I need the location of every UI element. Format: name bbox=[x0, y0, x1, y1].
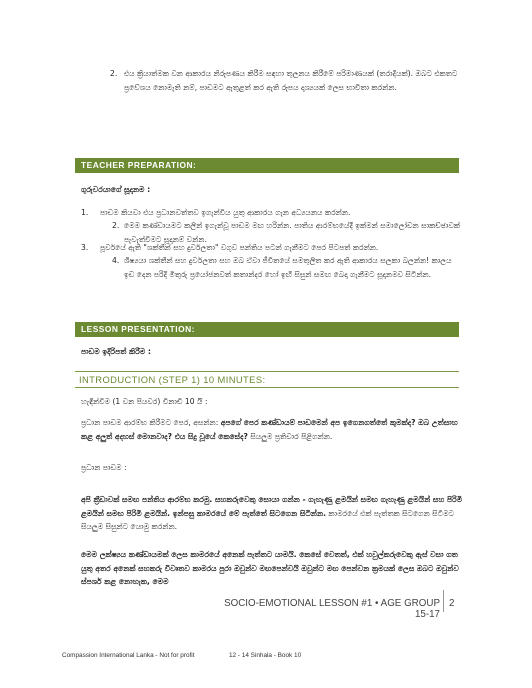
game-goal-paragraph: මෙම ලක්ෂ්‍යය කණ්ඩායමක් ලෙස කාමරයේ අනෙක් පැත්තට යාමයි. කෙසේ වෙතත්, එක් හවුල්කරුවෙකු ඇස් වසා ගත යුතු අතර අනෙක් සහකරු විවෘතව කාමරය පුරා ඔවුන්ව මඟපෙන්වයි ඔවුන්ට මඟ පෙන්වන ක්‍රමයක් ලෙස ඔබට ඔවුන්ව ස්පර්ශ කළ නොහැක, මෙම bbox=[81, 550, 459, 586]
review-accept-text: සියලුම ප්‍රතිචාර පිළිගන්න. bbox=[250, 431, 333, 441]
teacher-preparation-heading: TEACHER PREPARATION: bbox=[75, 158, 459, 173]
game-instruction-plain: කාමරයේ එක් පැත්තක සිටගෙන සිටීමට සියලුම සිසුන්ට යොමු කරන්න. bbox=[81, 508, 455, 531]
lesson-footer-title: SOCIO-EMOTIONAL LESSON #1 • AGE GROUP 15-17 bbox=[224, 598, 440, 620]
prep-item-3-number: 3. bbox=[81, 243, 89, 252]
organization-note: Compassion International Lanka - Not for profit bbox=[62, 652, 195, 659]
intro-item-text: එය ක්‍රියාත්මක වන ආකාරය නිරූපණය කිරීම සඳහා තුලනය කිරීමේ පරිමාණයක් (තරාදියක්). ඔබට එකතට ප්‍රවේශය නොමැති නම්, පාඩමට ඇතුළත් කර ඇති රූපය දෘශ්‍යයක් ලෙස භාවිතා කරන්න. bbox=[124, 69, 458, 92]
introduction-time: හැඳින්වීම (1 වන පියවර) විනාඩි 10 යි : bbox=[81, 397, 208, 406]
main-lesson-label: ප්‍රධාන පාඩම : bbox=[81, 463, 127, 472]
prep-item-1-text: පාඩම කියවා එය ප්‍රධානවත්තව ඉගැන්විය යුතු ආකාරය ගැන අධ්‍යයනය කරන්න. bbox=[100, 208, 351, 217]
prep-item-1-number: 1. bbox=[81, 208, 89, 217]
game-instruction-paragraph bbox=[81, 493, 466, 534]
review-intro-text: ප්‍රධාන පාඩම ආරම්භ කිරීමට පෙර, අසන්න: bbox=[81, 418, 221, 427]
prep-item-4-number: 4. bbox=[112, 256, 120, 265]
prep-item-3-text: පූර්වයේ ඇති "ශක්තීන් සහ දුර්වලතා" වගුව පන්තිය පටන් ගැනීමට පෙර පිටපත් කරන්න. bbox=[100, 243, 379, 252]
teacher-preparation-label: ගුරුවරයාගේ සූදානම : bbox=[81, 185, 151, 194]
game-instruction-bold: අපි ක්‍රීඩාවක් සමඟ පන්තිය ආරම්භ කරමු. සහකරුවෙකු සොයා ගන්න - ගැහැණු ළමයින් සමඟ ගැහැණු ළමයින් සහ පිරිමි ළමයින් සමඟ පිරිමි ළමයින්. ඉන්පසු කාමරයේ මේ පැත්තේ සිටගෙන සිටින්න. bbox=[81, 495, 463, 518]
prep-item-2-number: 2. bbox=[112, 221, 120, 230]
page-number: 2 bbox=[449, 598, 455, 609]
footer-divider bbox=[443, 590, 444, 612]
intro-item-number: 2. bbox=[110, 69, 118, 78]
review-question-paragraph bbox=[81, 416, 466, 443]
introduction-step-heading: INTRODUCTION (STEP 1) 10 MINUTES: bbox=[75, 371, 459, 388]
lesson-presentation-label: පාඩම ඉදිරිපත් කිරීම : bbox=[81, 347, 151, 356]
lesson-presentation-heading: LESSON PRESENTATION: bbox=[75, 322, 459, 337]
prep-item-2-text: මෙම කණ්ඩායමට කලින් ඉගැන්වූ පාඩම මඟ හරින්න. පාතිය ආරම්භයේදී ඉක්මන් සමාලෝචන සාකච්ඡාවක් පැවැත්වීමට සූදානම් වන්න. bbox=[124, 221, 460, 244]
prep-item-4-text: ශිෂ්‍යයා ශක්තීන් සහ දුර්වලතා සහ ඔබ ඒවා ජීවිතයේ සමතුලිත කර ඇති ආකාරය සලකා බලන්න! කාලය ඉඩ දෙන පරිදි මිතුරු ප්‍රයෝජනවත් කතාන්දර හෝ ඉඟි සිසුන් සමඟ බෙදා ගැනීමට සූදානමව සිටින්න. bbox=[124, 256, 452, 279]
review-question-text: අපගේ පෙර කණ්ඩායම් පාඩමෙන් අප ඉගෙනගත්තේ කුමක්ද? ඔබ උත්සාහ කළ අලුත් අදහස් මොනවාද? එය සිදු වූයේ කෙසේද? bbox=[81, 418, 458, 441]
book-reference: 12 - 14 Sinhala - Book 10 bbox=[229, 652, 302, 659]
